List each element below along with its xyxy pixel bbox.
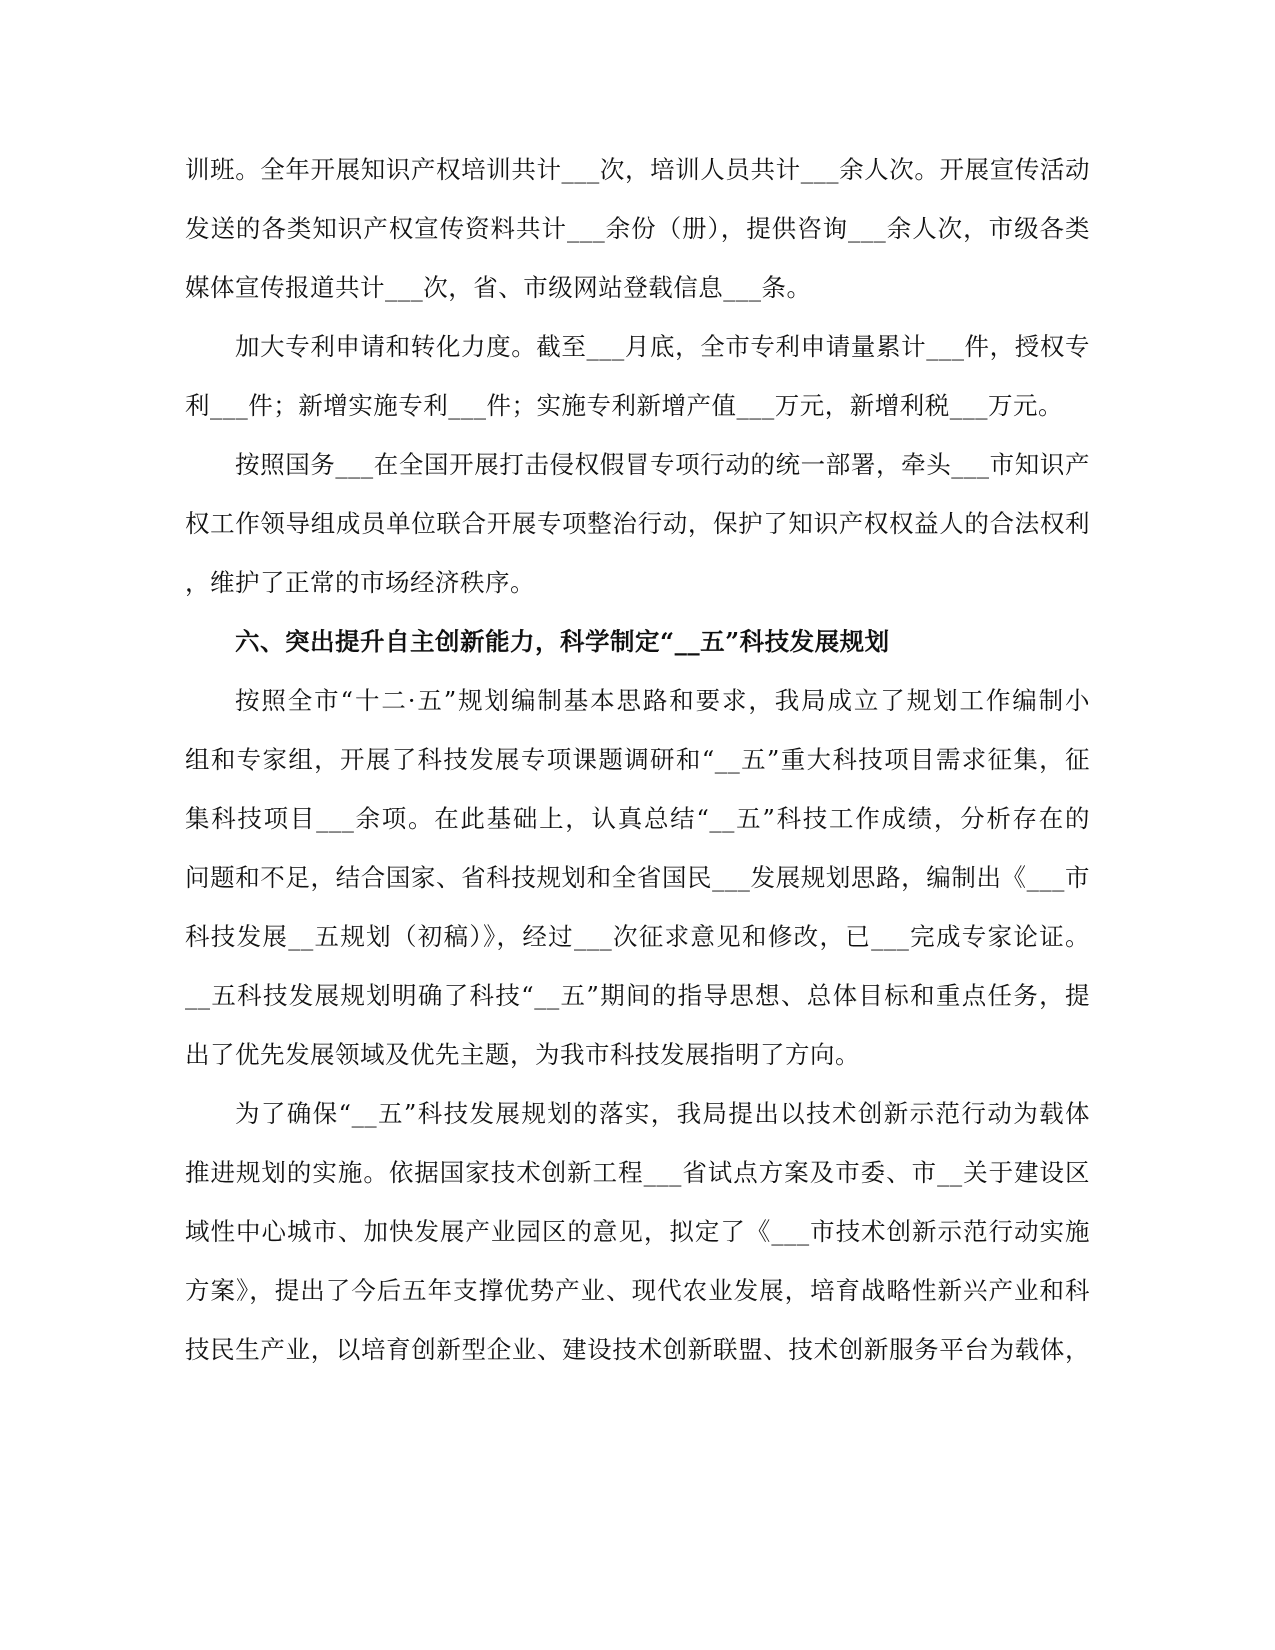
paragraph-line: 按照全市“十二·五”规划编制基本思路和要求，我局成立了规划工作编制小 [235, 686, 1090, 715]
paragraph-line: 利___件；新增实施专利___件；实施专利新增产值___万元，新增利税___万元。 [185, 391, 1063, 420]
paragraph-line: 发送的各类知识产权宣传资料共计___余份（册），提供咨询___余人次，市级各类 [185, 214, 1090, 243]
paragraph-line: 媒体宣传报道共计___次，省、市级网站登载信息___条。 [185, 273, 812, 302]
paragraph-line: 集科技项目___余项。在此基础上，认真总结“__五”科技工作成绩，分析存在的 [185, 804, 1090, 833]
paragraph-line: 推进规划的实施。依据国家技术创新工程___省试点方案及市委、市__关于建设区 [185, 1158, 1090, 1187]
paragraph-line: ，维护了正常的市场经济秩序。 [185, 568, 535, 597]
section-heading: 六、突出提升自主创新能力，科学制定“__五”科技发展规划 [235, 627, 890, 656]
paragraph-line: 域性中心城市、加快发展产业园区的意见，拟定了《___市技术创新示范行动实施 [185, 1217, 1090, 1246]
paragraph-line: 问题和不足，结合国家、省科技规划和全省国民___发展规划思路，编制出《___市 [185, 863, 1090, 892]
paragraph-line: 组和专家组，开展了科技发展专项课题调研和“__五”重大科技项目需求征集，征 [185, 745, 1090, 774]
paragraph-line: 训班。全年开展知识产权培训共计___次，培训人员共计___余人次。开展宣传活动 [185, 155, 1090, 184]
paragraph-line: 按照国务___在全国开展打击侵权假冒专项行动的统一部署，牵头___市知识产 [235, 450, 1090, 479]
paragraph-line: 科技发展__五规划（初稿）》，经过___次征求意见和修改，已___完成专家论证。 [185, 922, 1090, 951]
paragraph-line: 出了优先发展领域及优先主题，为我市科技发展指明了方向。 [185, 1040, 860, 1069]
paragraph-line: 技民生产业，以培育创新型企业、建设技术创新联盟、技术创新服务平台为载体， [185, 1335, 1090, 1364]
paragraph-line: 方案》，提出了今后五年支撑优势产业、现代农业发展，培育战略性新兴产业和科 [185, 1276, 1090, 1305]
paragraph-line: __五科技发展规划明确了科技“__五”期间的指导思想、总体目标和重点任务，提 [185, 981, 1090, 1010]
paragraph-line: 为了确保“__五”科技发展规划的落实，我局提出以技术创新示范行动为载体 [235, 1099, 1090, 1128]
paragraph-line: 加大专利申请和转化力度。截至___月底，全市专利申请量累计___件，授权专 [235, 332, 1090, 361]
paragraph-line: 权工作领导组成员单位联合开展专项整治行动，保护了知识产权权益人的合法权利 [185, 509, 1090, 538]
document-body [185, 155, 1090, 1394]
